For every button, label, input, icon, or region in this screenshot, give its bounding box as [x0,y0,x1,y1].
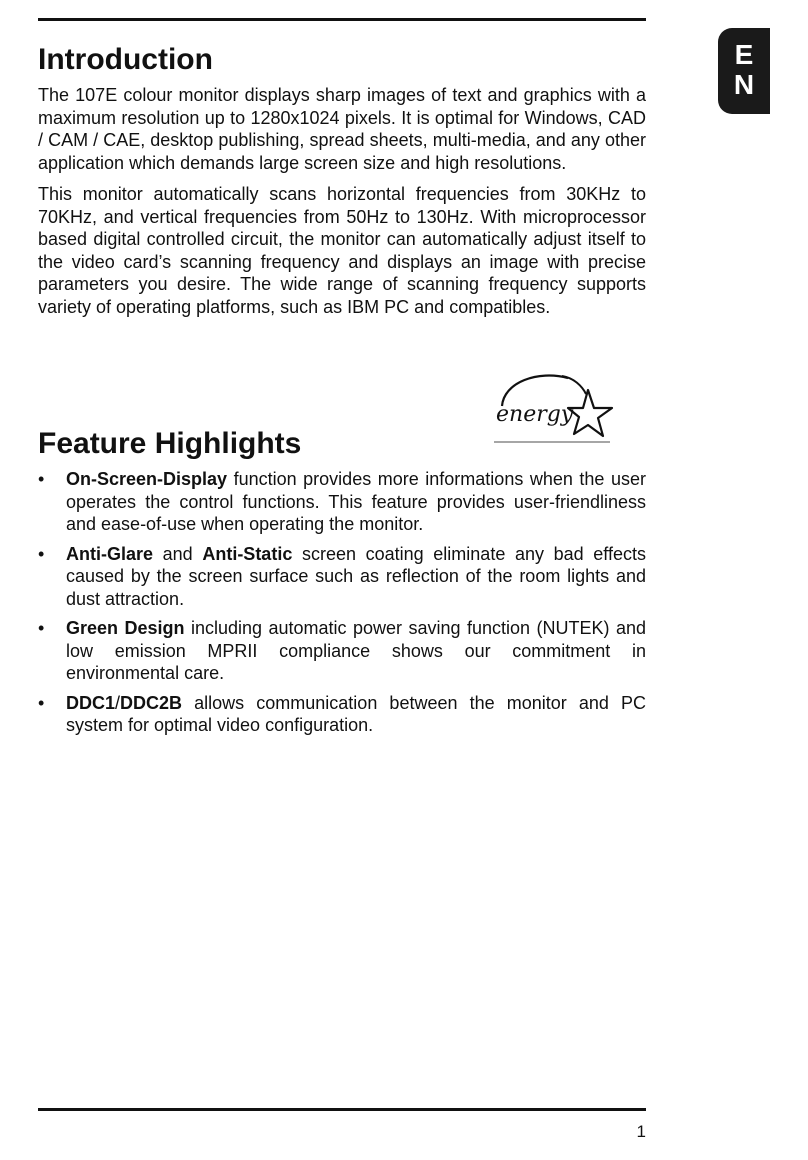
language-tab-letter-1: E [734,39,754,70]
feature-list [38,468,646,737]
feature-connector: and [153,543,203,564]
introduction-section [38,40,646,318]
feature-highlights-section [38,424,646,744]
feature-term: Anti-Glare [66,543,154,564]
bullet-icon: • [38,469,45,489]
feature-item-green-design [38,617,646,685]
feature-description: screen coating eliminate any bad effects caused by the screen surface such as reflection of the room lights and dust attraction. [66,543,646,609]
language-tab-letter-2: N [733,69,755,100]
feature-item-ddc [38,692,646,737]
feature-description: function provides more informations when the user operates the control functions. This feature provides user-friendliness and ease-of-use when operating the monitor. [66,469,646,534]
feature-connector: / [115,692,121,713]
feature-item-anti-glare [38,543,646,611]
feature-description: allows communication between the monitor and PC system for optimal video configuration. [66,692,646,735]
top-rule [38,18,646,21]
feature-item-osd [38,468,646,536]
page-number: 1 [636,1122,646,1141]
introduction-heading: Introduction [38,43,213,76]
feature-term: On-Screen-Display [66,469,228,489]
feature-highlights-heading: Feature Highlights [38,427,302,460]
bullet-icon: • [38,543,45,564]
feature-description: including automatic power saving function (NUTEK) and low emission MPRII compliance shows our commitment in environmental care. [66,618,646,683]
energy-logo-text: energy [496,402,574,427]
introduction-paragraph-2: This monitor automatically scans horizontal frequencies from 30KHz to 70KHz, and vertical frequencies from 50Hz to 130Hz. With microprocessor based digital controlled circuit, the monitor can automatically adjust itself to the video card’s scanning frequency and displays an image with precise parameters you desire. The wide range of scanning frequency supports variety of operating platforms, such as IBM PC and compatibles. [38,184,646,317]
feature-term: DDC1 [66,692,116,713]
language-tab [718,28,770,114]
bullet-icon: • [38,692,45,713]
feature-term: Anti-Static [202,543,293,564]
feature-term: Green Design [66,618,185,638]
introduction-paragraph-1: The 107E colour monitor displays sharp images of text and graphics with a maximum resolution up to 1280x1024 pixels. It is optimal for Windows, CAD / CAM / CAE, desktop publishing, spread sheets, multi-media, and any other application which demands large screen size and high resolutions. [38,85,646,173]
bullet-icon: • [38,618,45,638]
bottom-rule [38,1108,646,1111]
feature-term: DDC2B [120,692,183,713]
